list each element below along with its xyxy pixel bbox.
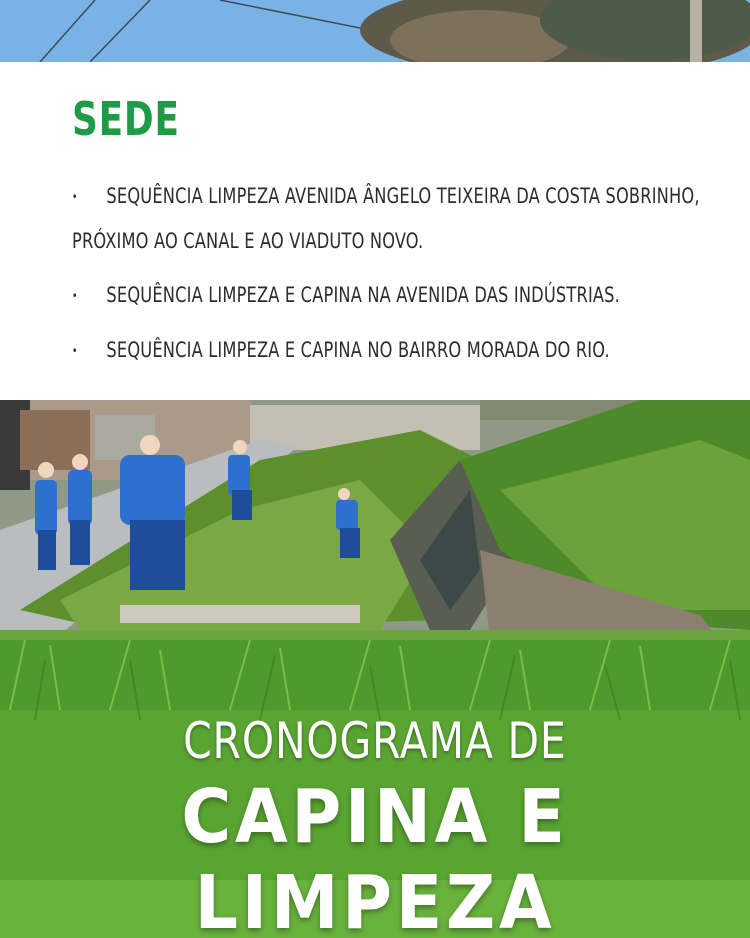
bullet-icon: • <box>72 190 78 204</box>
schedule-panel <box>0 62 750 400</box>
list-item-text: SEQUÊNCIA LIMPEZA E CAPINA NA AVENIDA DAS INDÚSTRIAS. <box>106 283 621 307</box>
list-item-text: SEQUÊNCIA LIMPEZA E CAPINA NO BAIRRO MORADA DO RIO. <box>106 338 610 362</box>
bullet-icon: • <box>72 289 78 303</box>
grass-banner <box>0 640 750 938</box>
list-item-text: SEQUÊNCIA LIMPEZA AVENIDA ÂNGELO TEIXEIRA DA COSTA SOBRINHO, PRÓXIMO AO CANAL E AO VIADUTO NOVO. <box>72 184 700 253</box>
workers-photo <box>0 400 750 670</box>
list-item <box>72 328 708 373</box>
banner-title-line1: CRONOGRAMA DE <box>183 712 567 770</box>
workers-canal-image <box>0 400 750 670</box>
bullet-icon: • <box>72 344 78 358</box>
schedule-list <box>72 174 712 383</box>
list-item <box>72 174 708 263</box>
panel-title: SEDE <box>72 92 180 146</box>
list-item <box>72 273 708 318</box>
top-photo-strip <box>0 0 750 62</box>
sky-tree-image <box>0 0 750 62</box>
banner-title-line2: CAPINA E LIMPEZA <box>181 774 569 938</box>
